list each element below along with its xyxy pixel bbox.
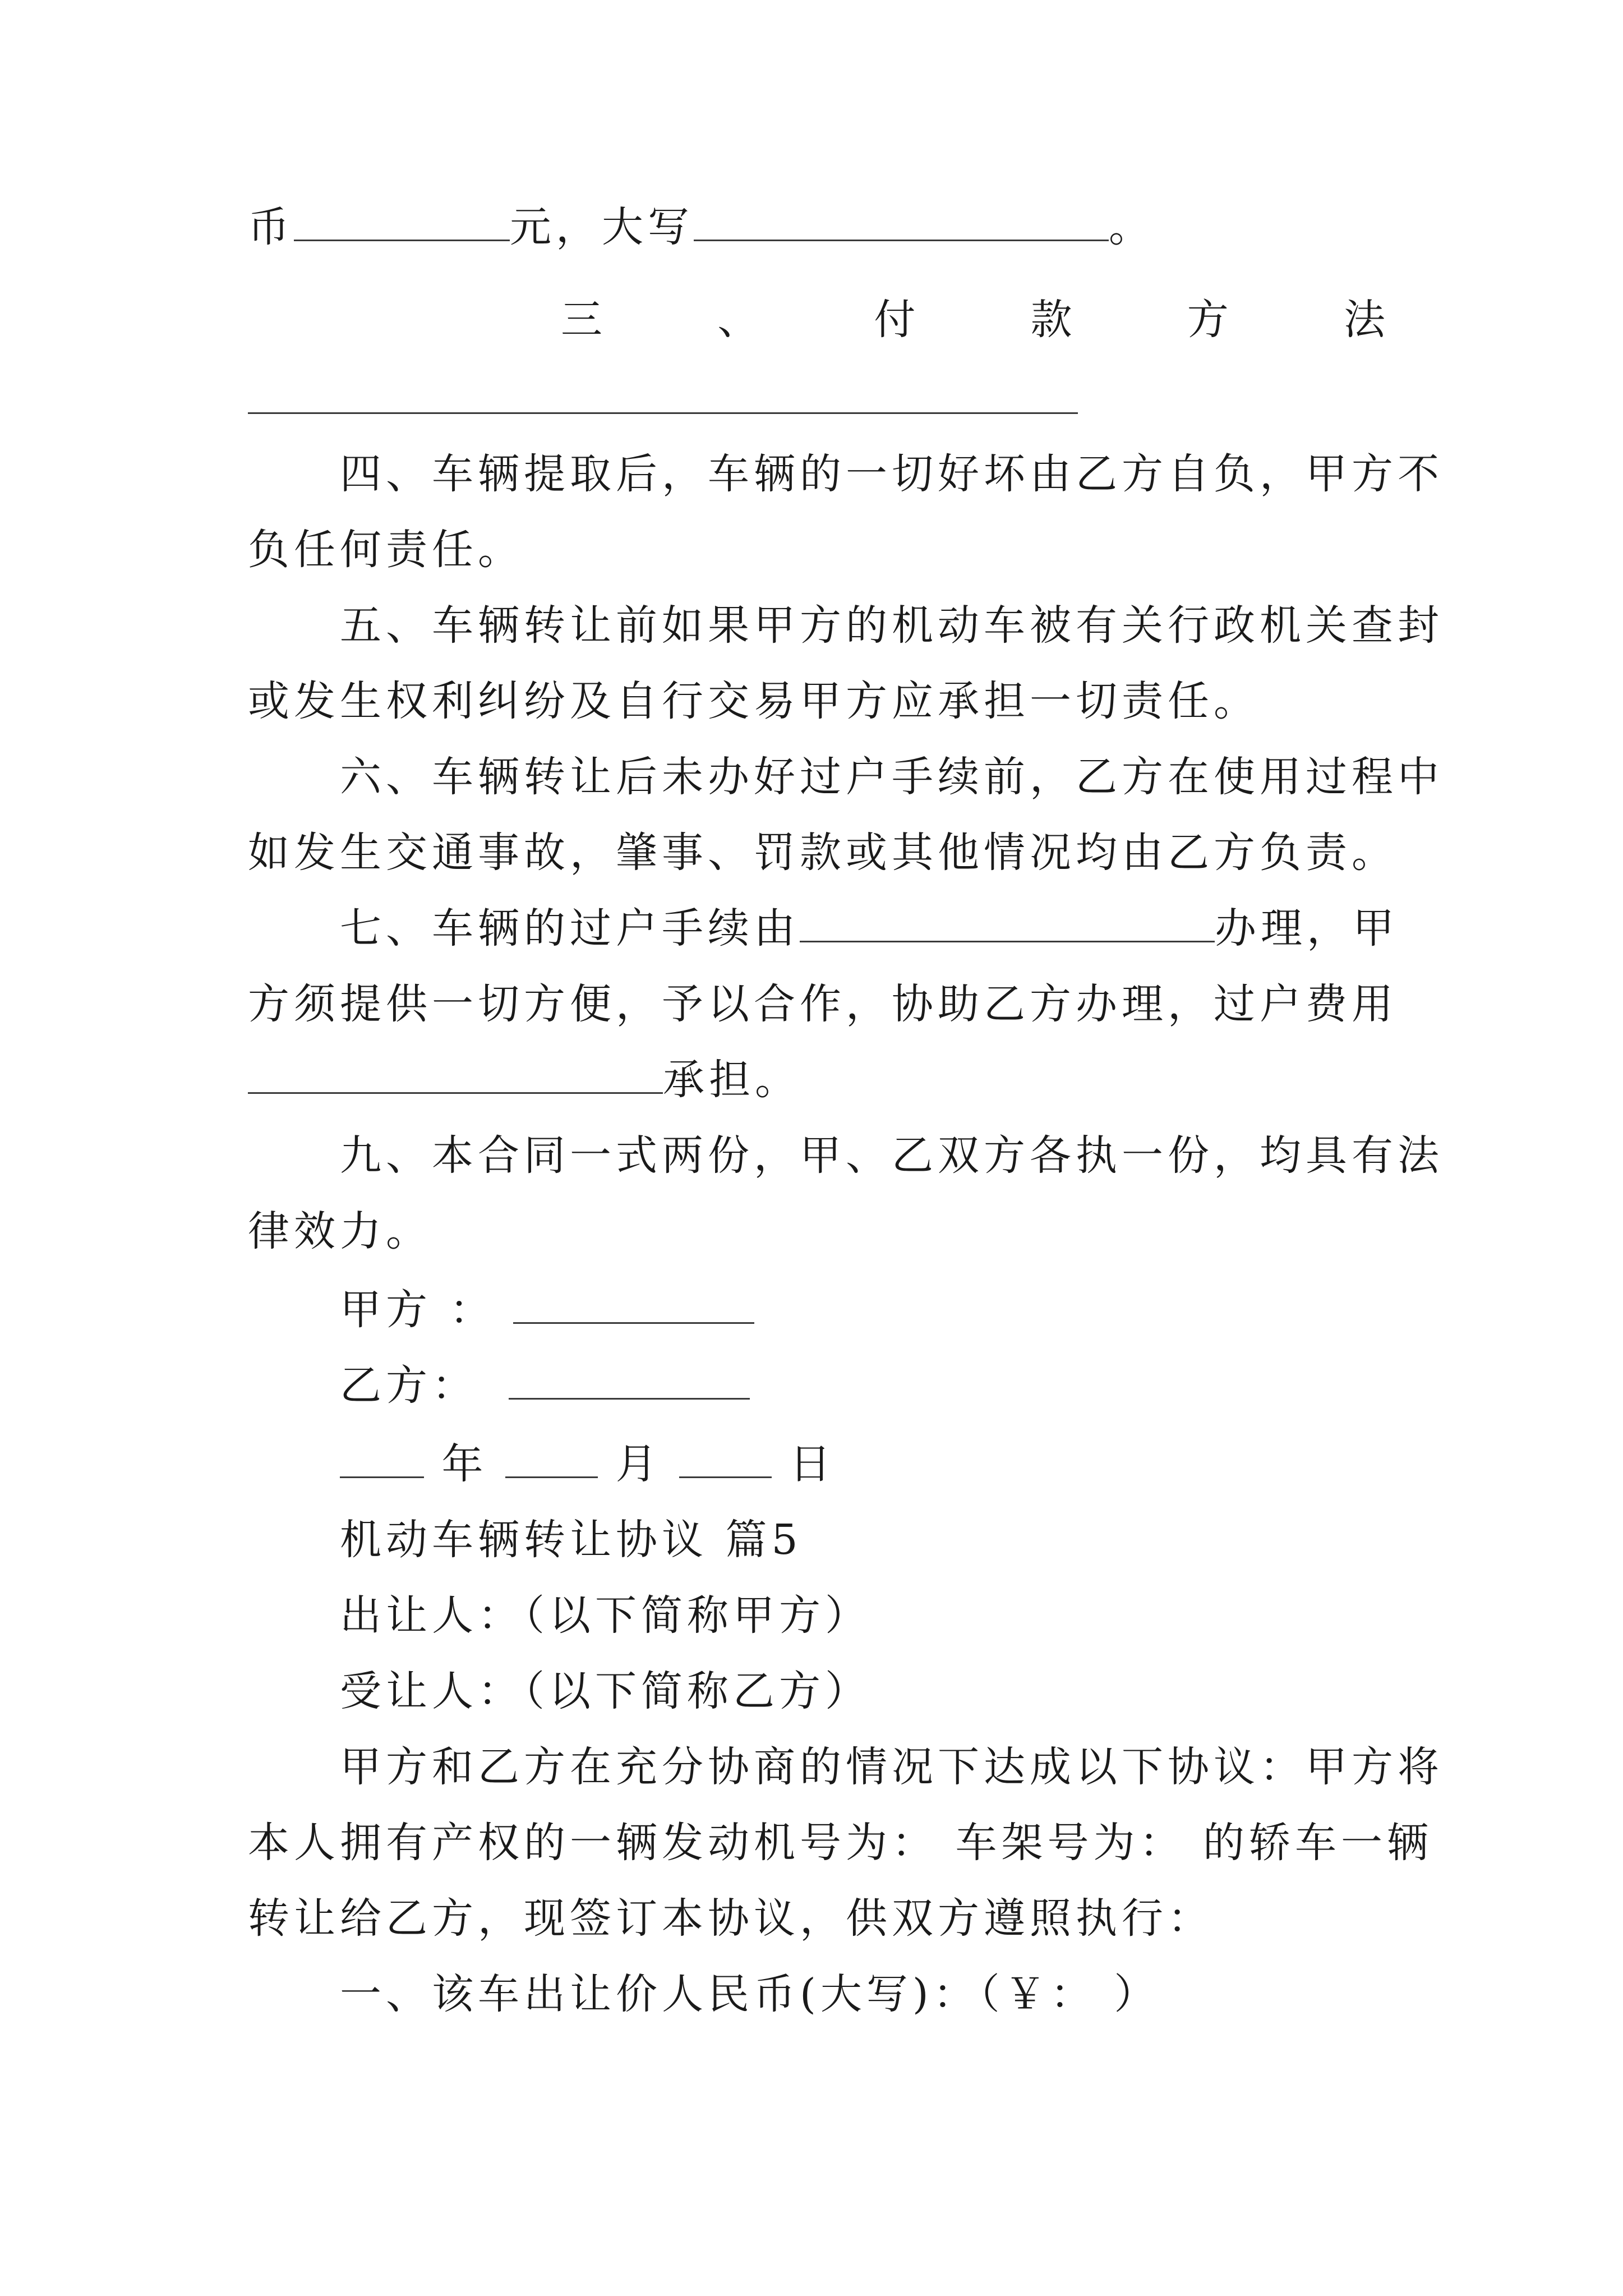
intro-line-3: 转让给乙方，现签订本协议，供双方遵照执行： xyxy=(248,1894,1214,1943)
heading-char: 付 xyxy=(874,296,916,344)
period-text: 。 xyxy=(1109,203,1155,251)
clause-5-line-2: 或发生权利纠纷及自行交易甲方应承担一切责任。 xyxy=(248,677,1260,725)
clause-9-line-1: 九、本合同一式两份，甲、乙双方各执一份，均具有法 xyxy=(340,1131,1444,1180)
year-label: 年 xyxy=(441,1440,488,1488)
day-blank xyxy=(679,1442,772,1478)
clause-7-line-3 xyxy=(248,1052,801,1108)
clause-6-line-2: 如发生交通事故，肇事、罚款或其他情况均由乙方负责。 xyxy=(248,829,1398,877)
party-a-signature xyxy=(340,1282,754,1338)
party-b-signature xyxy=(340,1358,750,1414)
section-5-title: 机动车辆转让协议 篇5 xyxy=(340,1516,803,1564)
clause-7-text-a: 七、车辆的过户手续由 xyxy=(340,904,800,953)
buyer-line: 受让人：（以下简称乙方） xyxy=(340,1667,871,1715)
clause-4-line-1: 四、车辆提取后，车辆的一切好坏由乙方自负，甲方不 xyxy=(340,450,1444,498)
clause-4-line-2: 负任何责任。 xyxy=(248,526,524,574)
party-b-label: 乙方： xyxy=(340,1361,478,1410)
heading-char: 、 xyxy=(717,296,759,344)
party-b-blank xyxy=(509,1363,750,1400)
payment-method-heading xyxy=(561,292,1385,348)
day-label: 日 xyxy=(789,1440,836,1488)
clause-7-text-c: 承担。 xyxy=(663,1056,801,1104)
intro-line-1: 甲方和乙方在充分协商的情况下达成以下协议：甲方将 xyxy=(340,1743,1444,1791)
currency-text: 币 xyxy=(248,203,294,251)
heading-char: 三 xyxy=(561,296,602,344)
amount-caps-blank xyxy=(694,205,1109,241)
month-blank xyxy=(505,1442,598,1478)
party-a-label: 甲方 ： xyxy=(340,1286,496,1334)
clause-7-line-2: 方须提供一切方便，予以合作，协助乙方办理，过户费用 xyxy=(248,980,1398,1028)
heading-char: 方 xyxy=(1187,296,1229,344)
seller-line: 出让人：（以下简称甲方） xyxy=(340,1591,871,1640)
month-label: 月 xyxy=(615,1440,662,1488)
transfer-handler-blank xyxy=(800,906,1215,942)
date-line xyxy=(340,1436,836,1492)
amount-blank xyxy=(294,205,510,241)
clause-7-text-b: 办理，甲 xyxy=(1215,904,1399,953)
clause-7-line-1 xyxy=(340,900,1399,956)
year-blank xyxy=(340,1442,424,1478)
heading-char: 法 xyxy=(1343,296,1385,344)
clause-5-line-1: 五、车辆转让前如果甲方的机动车被有关行政机关查封 xyxy=(340,601,1444,650)
clause-9-line-2: 律效力。 xyxy=(248,1207,432,1255)
amount-caps-label: 元，大写 xyxy=(510,203,694,251)
fee-bearer-blank xyxy=(248,1057,663,1094)
intro-line-2: 本人拥有产权的一辆发动机号为： 车架号为： 的轿车一辆 xyxy=(248,1819,1433,1867)
price-line xyxy=(248,199,1155,255)
payment-method-blank xyxy=(248,412,1078,414)
price-clause-line: 一、该车出让价人民币(大写)：（￥： ） xyxy=(340,1970,1160,2018)
party-a-blank xyxy=(513,1287,754,1324)
heading-char: 款 xyxy=(1030,296,1072,344)
clause-6-line-1: 六、车辆转让后未办好过户手续前，乙方在使用过程中 xyxy=(340,753,1444,801)
